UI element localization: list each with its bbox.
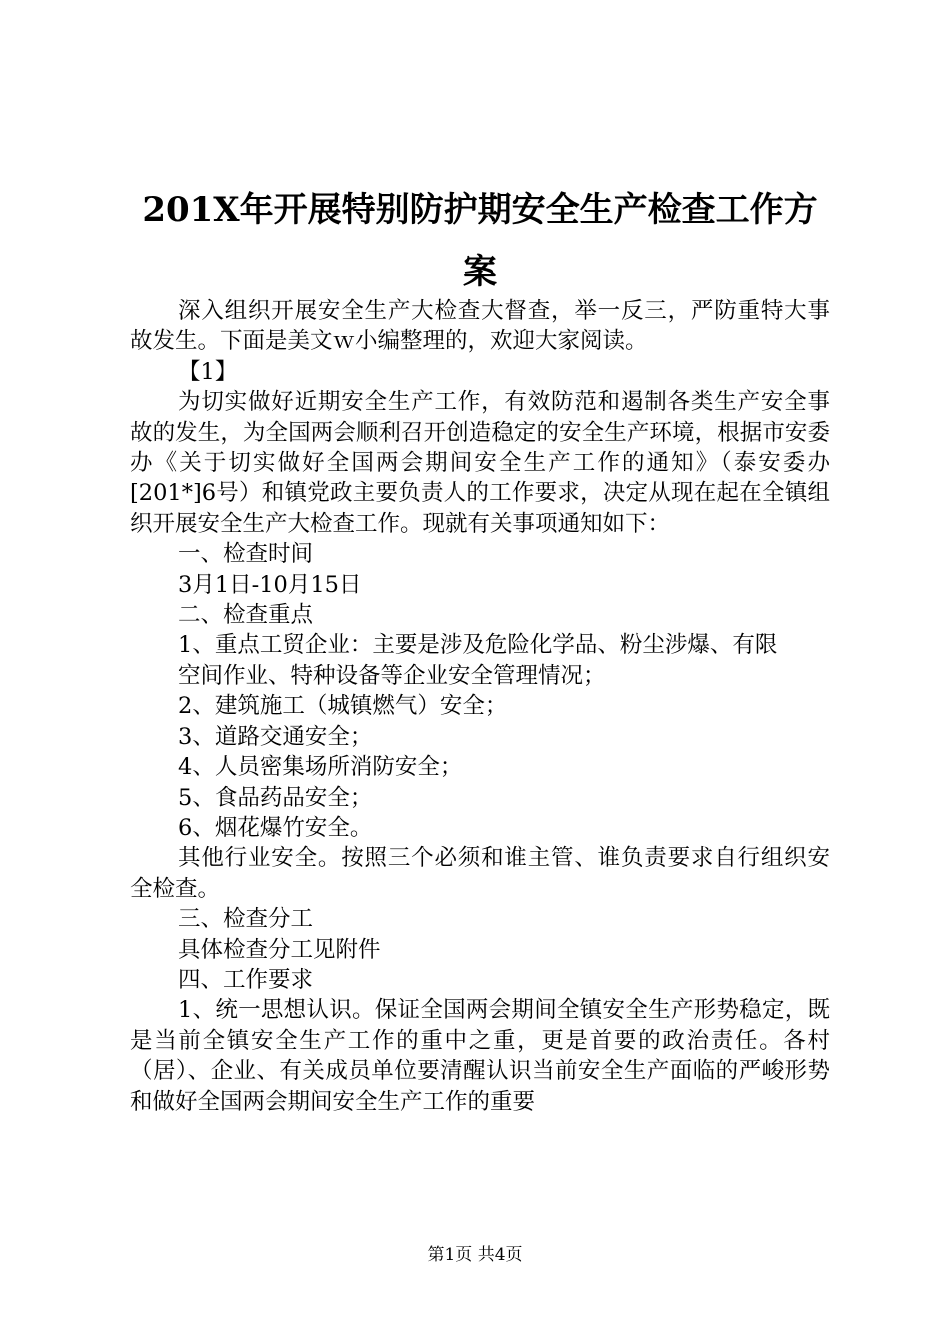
other-industries-paragraph: 其他行业安全。按照三个必须和谁主管、谁负责要求自行组织安全检查。	[130, 845, 830, 902]
focus-item-1: 1、重点工贸企业：主要是涉及危险化学品、粉尘涉爆、有限	[178, 632, 778, 659]
focus-item-3: 3、道路交通安全；	[178, 723, 373, 750]
notice-paragraph: 为切实做好近期安全生产工作，有效防范和遏制各类生产安全事故的发生，为全国两会顺利召开创造稳定的安全生产环境，根据市安委办《关于切实做好全国两会期间安全生产工作的通知》（泰安委办[201*]6号）和镇党政主要负责人的工作要求，决定从现在起在全镇组织开展安全生产大检查工作。现就有关事项通知如下：	[130, 389, 830, 537]
heading-requirements: 四、工作要求	[178, 966, 314, 993]
requirement-1: 1、统一思想认识。保证全国两会期间全镇安全生产形势稳定，既是当前全镇安全生产工作的重中之重，更是首要的政治责任。各村（居）、企业、有关成员单位要清醒认识当前安全生产面临的严峻形势和做好全国两会期间安全生产工作的重要	[130, 997, 830, 1115]
focus-item-1-cont: 空间作业、特种设备等企业安全管理情况；	[178, 662, 606, 689]
focus-item-5: 5、食品药品安全；	[178, 784, 373, 811]
document-body	[130, 296, 830, 1117]
heading-inspection-time: 一、检查时间	[178, 541, 314, 568]
document-title-line2: 案	[463, 252, 497, 292]
heading-division: 三、检查分工	[178, 906, 314, 933]
division-text: 具体检查分工见附件	[178, 936, 381, 963]
heading-inspection-focus: 二、检查重点	[178, 602, 314, 629]
inspection-dates: 3月1日-10月15日	[178, 571, 362, 598]
page-footer: 第1页 共4页	[427, 1245, 523, 1265]
document-title-line1: 201X年开展特别防护期安全生产检查工作方	[142, 190, 818, 230]
focus-item-4: 4、人员密集场所消防安全；	[178, 754, 463, 781]
intro-paragraph: 深入组织开展安全生产大检查大督查，举一反三，严防重特大事故发生。下面是美文ｗ小编整理的，欢迎大家阅读。	[130, 298, 830, 355]
focus-item-6: 6、烟花爆竹安全。	[178, 814, 373, 841]
section-marker: 【1】	[178, 358, 238, 385]
focus-item-2: 2、建筑施工（城镇燃气）安全；	[178, 693, 508, 720]
